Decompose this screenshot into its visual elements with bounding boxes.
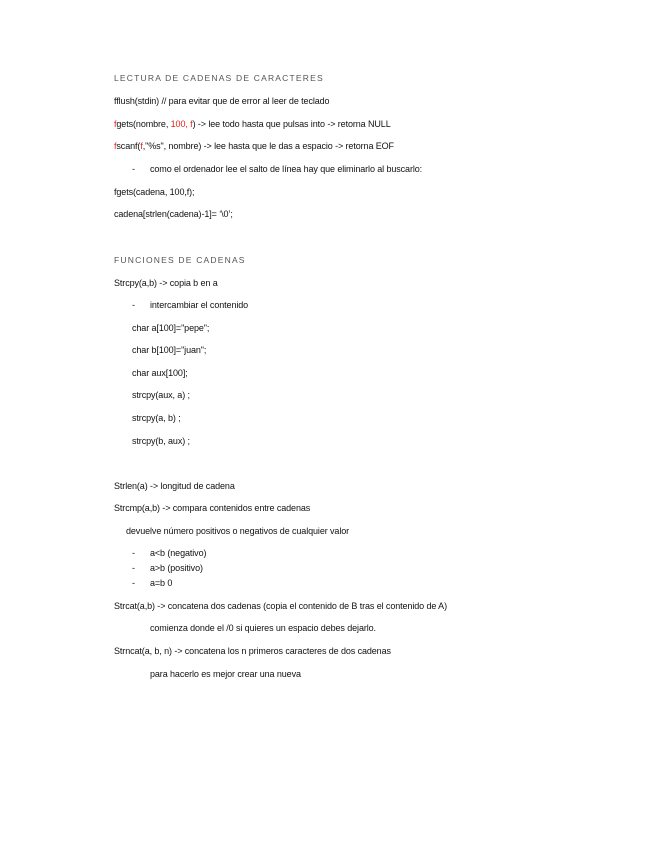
fscanf-stream: f [140,141,143,151]
line-strcpy: Strcpy(a,b) -> copia b en a [114,278,218,288]
line-strncat: Strncat(a, b, n) -> concatena los n primeros caracteres de dos cadenas [114,646,391,656]
line-fscanf [114,140,394,152]
code-strlen: cadena[strlen(cadena)-1]= ‘\0’; [114,209,233,219]
bullet-dash: - [132,548,135,558]
line-strcat: Strcat(a,b) -> concatena dos cadenas (copia el contenido de B tras el contenido de A) [114,601,447,611]
fscanf-rest: ,"%s", nombre) -> lee hasta que le das a espacio -> retorna EOF [142,141,394,151]
bullet-dash: - [132,164,135,174]
line-strcmp: Strcmp(a,b) -> compara contenidos entre cadenas [114,503,311,513]
fgets-size: 100 [170,119,186,129]
strcmp-bullet: a>b (positivo) [150,563,203,573]
line-fgets [114,118,391,130]
bullet-dash: - [132,563,135,573]
fgets-part1: gets(nombre, [116,119,171,129]
code-line: strcpy(aux, a) ; [132,390,190,400]
strcmp-bullet: a<b (negativo) [150,548,207,558]
fgets-rest: ) -> lee todo hasta que pulsas into -> retorna NULL [192,119,391,129]
code-fgets: fgets(cadena, 100,f); [114,187,195,197]
code-line: char b[100]="juan"; [132,345,207,355]
code-line: char a[100]="pepe"; [132,323,210,333]
fscanf-f: f [114,141,117,151]
code-line: char aux[100]; [132,368,188,378]
strncat-note: para hacerlo es mejor crear una nueva [150,669,301,679]
bullet-note: como el ordenador lee el salto de línea hay que eliminarlo al buscarlo: [150,164,423,174]
bullet-dash: - [132,578,135,588]
bullet-dash: - [132,300,135,310]
line-strlen: Strlen(a) -> longitud de cadena [114,481,235,491]
strcmp-note: devuelve número positivos o negativos de cualquier valor [126,526,350,536]
heading-funciones: FUNCIONES DE CADENAS [114,255,246,265]
strcmp-bullet: a=b 0 [150,578,173,588]
strcpy-bullet: intercambiar el contenido [150,300,249,310]
heading-lectura: LECTURA DE CADENAS DE CARACTERES [114,73,324,83]
strcat-note: comienza donde el /0 si quieres un espacio debes dejarlo. [150,623,376,633]
fgets-stream: f [190,119,193,129]
code-line: strcpy(a, b) ; [132,413,181,423]
code-line: strcpy(b, aux) ; [132,436,190,446]
fgets-f: f [114,119,117,129]
fgets-sep: , [185,119,191,129]
line-fflush: fflush(stdin) // para evitar que de error al leer de teclado [114,96,330,106]
fscanf-part1: scanf( [116,141,141,151]
